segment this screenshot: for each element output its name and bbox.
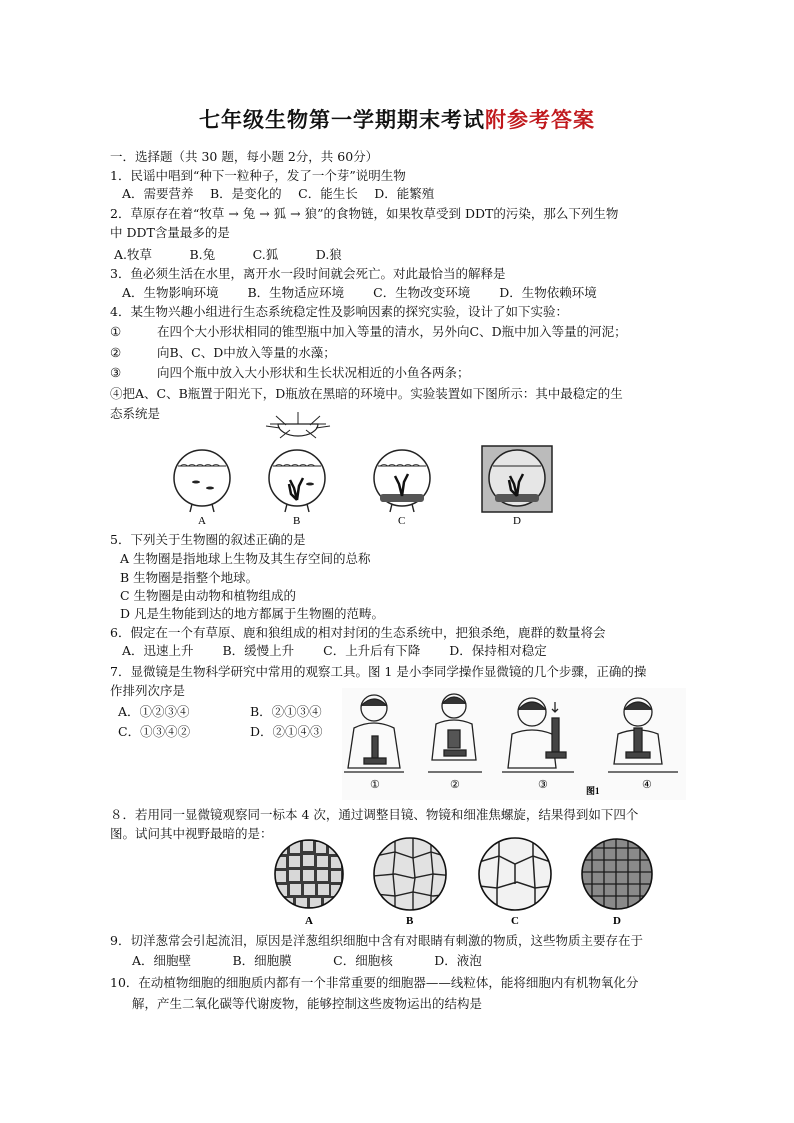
- q5-option-a: A 生物圈是指地球上生物及其生存空间的总称: [120, 551, 371, 566]
- q4-step1-num: ①: [110, 324, 122, 339]
- q5-option-b: B 生物圈是指整个地球。: [120, 570, 259, 585]
- field-d-label: D: [613, 915, 621, 927]
- q2-stem-line1: 2．草原存在着“牧草 → 兔 → 狐 → 狼”的食物链，如果牧草受到 DDT的污染，那么下列生物: [110, 206, 619, 221]
- field-a-label: A: [305, 915, 313, 927]
- step-4-label: ④: [642, 779, 652, 791]
- q4-flask-figure: [160, 408, 605, 528]
- q4-step4: ④把A、C、B瓶置于阳光下，D瓶放在黑暗的环境中。实验装置如下图所示：其中最稳定的生: [110, 386, 623, 401]
- q4-step2-num: ②: [110, 345, 122, 360]
- q3-stem: 3．鱼必须生活在水里，离开水一段时间就会死亡。对此最恰当的解释是: [110, 266, 506, 281]
- flask-b: [269, 450, 325, 512]
- title-main: 七年级生物第一学期期末考试: [199, 107, 485, 132]
- flask-d-label: D: [513, 515, 521, 527]
- flask-c-label: C: [398, 515, 406, 527]
- q4-step4-cont: 态系统是: [110, 406, 161, 421]
- q4-step3-num: ③: [110, 365, 122, 380]
- q6-options: A．迅速上升 B．缓慢上升 C．上升后有下降 D．保持相对稳定: [122, 643, 547, 658]
- q7-option-a: A．①②③④: [118, 704, 190, 719]
- q2-options: A.牧草 B.兔 C.狐 D.狼: [114, 247, 342, 262]
- q7-microscope-figure: [342, 688, 686, 800]
- q4-stem: 4．某生物兴趣小组进行生态系统稳定性及影响因素的探究实验，设计了如下实验：: [110, 304, 568, 319]
- q6-stem: 6．假定在一个有草原、鹿和狼组成的相对封闭的生态系统中，把狼杀绝，鹿群的数量将会: [110, 625, 606, 640]
- q8-stem-line2: 图。试问其中视野最暗的是：: [110, 826, 273, 841]
- figure-caption: 图1: [586, 786, 600, 796]
- flask-a-label: A: [198, 515, 206, 527]
- q4-step2: 向B、C、D中放入等量的水藻；: [157, 345, 336, 360]
- q8-stem-line1: ８．若用同一显微镜观察同一标本 4 次，通过调整目镜、物镜和细准焦螺旋，结果得到如下四个: [110, 807, 639, 822]
- flask-c: [374, 450, 430, 512]
- q4-step3: 向四个瓶中放入大小形状和生长状况相近的小鱼各两条；: [157, 365, 470, 380]
- q9-options: A．细胞壁 B．细胞膜 C．细胞核 D．液泡: [132, 953, 482, 968]
- page-title: [0, 104, 794, 134]
- q1-options: A．需要营养 B．是变化的 C．能生长 D．能繁殖: [122, 186, 435, 201]
- flask-d: [482, 446, 552, 512]
- q7-option-d: D．②①④③: [250, 724, 323, 739]
- step-2-label: ②: [450, 779, 460, 791]
- q7-stem-line2: 作排列次序是: [110, 683, 186, 698]
- q10-stem-line1: 10．在动植物细胞的细胞质内都有一个非常重要的细胞器——线粒体，能将细胞内有机物氧化分: [110, 975, 639, 990]
- q7-option-b: B．②①③④: [250, 704, 322, 719]
- step-3-label: ③: [538, 779, 548, 791]
- q10-stem-line2: 解，产生二氧化碳等代谢废物，能够控制这些废物运出的结构是: [132, 996, 483, 1011]
- q5-stem: 5．下列关于生物圈的叙述正确的是: [110, 532, 306, 547]
- q2-stem-line2: 中 DDT含量最多的是: [110, 225, 230, 240]
- q9-stem: 9．切洋葱常会引起流泪，原因是洋葱组织细胞中含有对眼睛有刺激的物质，这些物质主要存在于: [110, 933, 643, 948]
- q4-step1: 在四个大小形状相同的锥型瓶中加入等量的清水，另外向C、D瓶中加入等量的河泥；: [157, 324, 627, 339]
- sun-icon: [266, 412, 330, 438]
- q8-fields-figure: [265, 836, 665, 928]
- q7-stem-line1: 7．显微镜是生物科学研究中常用的观察工具。图 1 是小李同学操作显微镜的几个步骤，正确的操: [110, 664, 647, 679]
- field-b-label: B: [406, 915, 414, 927]
- section-header: 一．选择题（共 30 题，每小题 2分，共 60分）: [110, 149, 379, 164]
- flask-a: [174, 450, 230, 512]
- flask-b-label: B: [293, 515, 301, 527]
- q1-stem: 1．民谣中唱到“种下一粒种子，发了一个芽”说明生物: [110, 168, 406, 183]
- q5-option-d: D 凡是生物能到达的地方都属于生物圈的范畴。: [120, 606, 384, 621]
- q3-options: A．生物影响环境 B．生物适应环境 C．生物改变环境 D．生物依赖环境: [122, 285, 597, 300]
- field-c-label: C: [511, 915, 519, 927]
- step-1-label: ①: [370, 779, 380, 791]
- q7-option-c: C．①③④②: [118, 724, 191, 739]
- title-suffix: 附参考答案: [485, 107, 595, 132]
- q5-option-c: C 生物圈是由动物和植物组成的: [120, 588, 297, 603]
